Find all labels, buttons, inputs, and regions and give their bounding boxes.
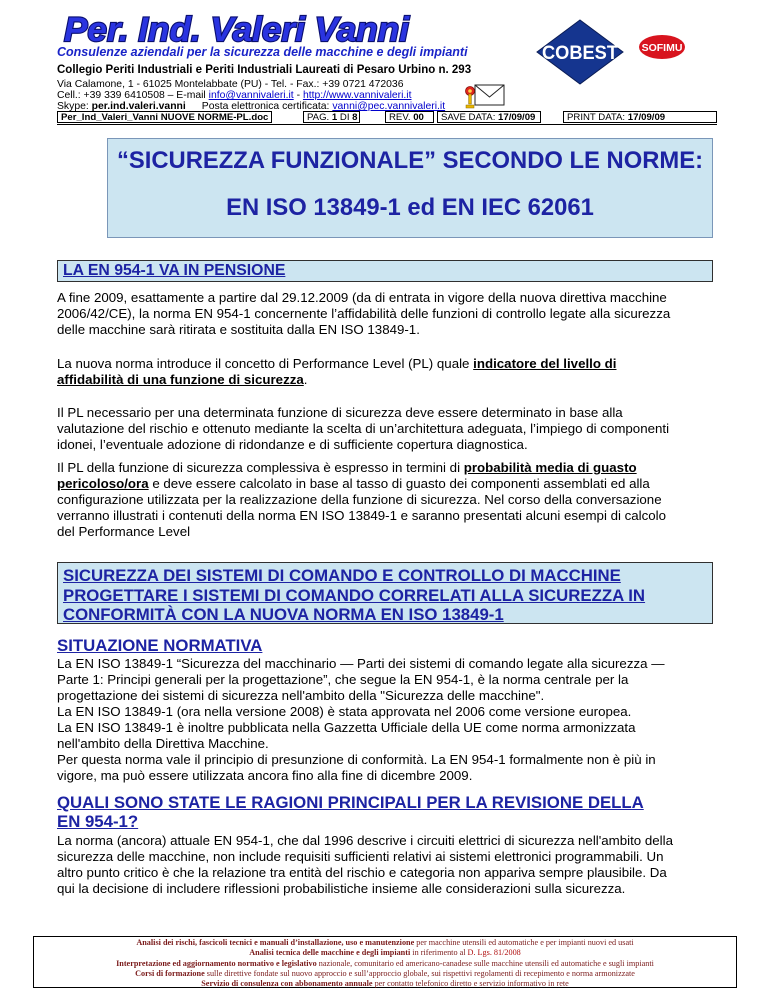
- brand-name: Per. Ind. Valeri Vanni: [64, 11, 411, 48]
- contact-separator: -: [293, 90, 303, 101]
- website-link[interactable]: http://www.vannivaleri.it: [302, 90, 412, 101]
- revision-cell: REV. 00: [385, 111, 434, 123]
- contact-prefix: Cell.: +39 339 6410508 – E-mail: [57, 90, 209, 101]
- tagline: Consulenze aziendali per la sicurezza delle macchine e degli impianti: [57, 45, 468, 59]
- pec-label: Posta elettronica certificata:: [201, 101, 333, 112]
- section-heading-en954: LA EN 954-1 VA IN PENSIONE: [57, 260, 713, 282]
- title-line-1: “SICUREZZA FUNZIONALE” SECONDO LE NORME:: [116, 147, 704, 174]
- save-date: 17/09/09: [498, 112, 536, 123]
- cobest-logo: [535, 18, 625, 91]
- paragraph-2: La nuova norma introduce il concetto di Performance Level (PL) quale indicatore del livello di affidabilità di una funzione di sicurezza.: [57, 356, 617, 387]
- pl-indicator-emphasis: indicatore del livello di: [473, 356, 617, 371]
- page-footer: Analisi dei rischi, fascicoli tecnici e manuali d’installazione, uso e manutenzione per macchine utensili ed automatiche e per impianti nuovi ed usati Analisi tecnica delle macchine e degli impianti in riferimento al D. Lgs. 81/2008 Interpretazione ed aggiornamento normativo e legislativo nazionale, comunitario ed americano-canadese sulle macchine utensili ed automatiche e sugli impianti Corsi di formazione sulle direttive fondate sul nuovo approccio e sull’approccio globale, sui rispettivi regolamenti di recepimento e norma armonizzate Servizio di consulenza con abbonamento annuale per contatto telefonico diretto e servizio informativo in rete: [33, 936, 737, 988]
- pec-link[interactable]: vanni@pec.vannivaleri.it: [332, 101, 446, 112]
- failure-probability-emphasis: probabilità media di guasto: [463, 460, 637, 475]
- section-heading-control-systems: SICUREZZA DEI SISTEMI DI COMANDO E CONTROLLO DI MACCHINE PROGETTARE I SISTEMI DI COMANDO CORRELATI ALLA SICUREZZA IN CONFORMITÀ CON LA NUOVA NORMA EN ISO 13849-1: [57, 562, 713, 624]
- paragraph-ragioni: La norma (ancora) attuale EN 954-1, che dal 1996 descrive i circuiti elettrici di sicurezza nell'ambito della sicurezza delle macchine, non include requisiti sufficienti relativi ai sistemi elettronici programmabili. Un altro punto critico è che la relazione tra entità del rischio e categoria non appariva sempre plausibile. Da qui la decisione di includere riflessioni probabilistiche insieme alle considerazioni sulla sicurezza.: [57, 833, 673, 896]
- paragraph-3: Il PL necessario per una determinata funzione di sicurezza deve essere determinato in base alla valutazione del rischio e ottenuto mediante la scelta di un’architettura adeguata, l’impiego di componenti idonei, l’eventuale adozione di ridondanze e di sufficiente copertura diagnostica.: [57, 405, 670, 452]
- page-cell: PAG. 1 DI 8: [303, 111, 360, 123]
- print-date-cell: PRINT DATA: 17/09/09: [563, 111, 717, 123]
- skype-label: Skype:: [57, 101, 92, 112]
- save-date-cell: SAVE DATA: 17/09/09: [437, 111, 541, 123]
- sofimu-logo-text: SOFIMU: [641, 42, 683, 54]
- page-total: 8: [352, 112, 358, 123]
- filename-cell: [57, 111, 272, 123]
- paragraph-1: A fine 2009, esattamente a partire dal 29.12.2009 (da di entrata in vigore della nuova direttiva macchine 2006/42/CE), la norma EN 954-1 concernente l’affidabilità delle funzioni di controllo legate alla sicurezza delle macchine sarà ritirata e sostituita dalla EN ISO 13849-1.: [57, 290, 671, 337]
- email-link[interactable]: info@vannivaleri.it: [208, 90, 294, 101]
- header-divider: [57, 124, 717, 125]
- paragraph-situazione: La EN ISO 13849-1 “Sicurezza del macchinario — Parti dei sistemi di comando legate alla sicurezza — Parte 1: Principi generali per la progettazione”, che segue la EN 954-1, è la norma centrale per la progettazione dei sistemi di sicurezza nell'ambito della "Sicurezza delle macchine". La EN ISO 13849-1 (ora nella versione 2008) è stata approvata nel 2006 come versione europea. La EN ISO 13849-1 è inoltre pubblicata nella Gazzetta Ufficiale della UE come norma armonizzata nell'ambito della Direttiva Macchine. Per questa norma vale il principio di presunzione di conformità. La EN 954-1 formalmente non è più in vigore, ma può essere utilizzata ancora fino alla fine di dicembre 2009.: [57, 656, 665, 783]
- title-box: [107, 138, 713, 238]
- contact-line: [57, 90, 412, 101]
- filename: Per_Ind_Valeri_Vanni NUOVE NORME-PL.doc: [61, 112, 269, 123]
- revision-number: 00: [413, 112, 424, 123]
- print-date: 17/09/09: [627, 112, 666, 123]
- college-line: Collegio Periti Industriali e Periti Industriali Laureati di Pesaro Urbino n. 293: [57, 64, 472, 76]
- sofimu-logo: [638, 34, 686, 65]
- page-number: 1: [331, 112, 338, 123]
- cobest-logo-text: COBEST: [542, 43, 619, 64]
- address-line: Via Calamone, 1 - 61025 Montelabbate (PU) - Tel. - Fax.: +39 0721 472036: [57, 79, 404, 90]
- paragraph-4: Il PL della funzione di sicurezza complessiva è espresso in termini di probabilità media di guasto pericoloso/ora e deve essere calcolato in base al tasso di guasto dei componenti assemblati ed alla configurazione utilizzata per la realizzazione della funzione di sicurezza. Nel corso della conversazione verranno illustrati i contenuti della norma EN ISO 13849-1 e saranno presentati alcuni esempi di calcolo del Performance Level: [57, 460, 667, 539]
- title-line-2: EN ISO 13849-1 ed EN IEC 62061: [226, 194, 594, 221]
- section-heading-ragioni: QUALI SONO STATE LE RAGIONI PRINCIPALI PER LA REVISIONE DELLA EN 954-1?: [57, 793, 644, 831]
- skype-id: per.ind.valeri.vanni: [91, 101, 186, 112]
- section-heading-situazione: SITUAZIONE NORMATIVA: [57, 636, 263, 655]
